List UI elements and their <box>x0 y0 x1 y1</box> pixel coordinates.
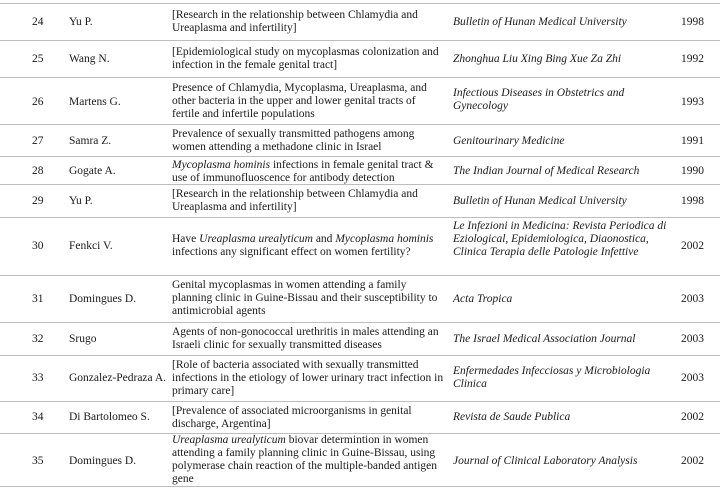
journal: Journal of Clinical Laboratory Analysis <box>453 455 638 467</box>
journal: The Israel Medical Association Journal <box>453 333 636 345</box>
table-row <box>0 355 720 402</box>
organism-name: Mycoplasma hominis <box>335 233 434 245</box>
article-title: Agents of non-gonococcal urethritis in males attending an Israeli clinic for sexually transmitted diseases <box>172 326 439 351</box>
author: Srugo <box>69 333 97 345</box>
article-title: [Research in the relationship between Chlamydia and Ureaplasma and infertility] <box>172 9 418 34</box>
year: 1990 <box>681 165 704 177</box>
article-title: [Epidemiological study on mycoplasmas colonization and infection in the female genital tract] <box>172 46 439 71</box>
year: 1998 <box>681 195 704 207</box>
journal: Zhonghua Liu Xing Bing Xue Za Zhi <box>453 53 622 65</box>
row-number: 28 <box>32 165 44 177</box>
row-number: 25 <box>32 53 44 65</box>
year: 1991 <box>681 135 704 147</box>
table-row <box>0 77 720 125</box>
year: 2003 <box>681 293 704 305</box>
author: Samra Z. <box>69 135 112 147</box>
author: Domingues D. <box>69 293 137 305</box>
organism-name: Mycoplasma hominis <box>172 159 271 171</box>
journal: Genitourinary Medicine <box>453 135 565 147</box>
table-row <box>0 3 720 41</box>
article-title: [Role of bacteria associated with sexually transmitted infections in the etiology of lower urinary tract infection in primary care] <box>172 359 444 397</box>
table-row <box>0 433 720 487</box>
author: Di Bartolomeo S. <box>69 411 150 423</box>
row-number: 27 <box>32 135 44 147</box>
author: Martens G. <box>69 96 121 108</box>
row-number: 26 <box>32 96 44 108</box>
year: 1998 <box>681 16 704 28</box>
article-title: [Research in the relationship between Chlamydia and Ureaplasma and infertility] <box>172 188 418 213</box>
table-row <box>0 184 720 218</box>
row-number: 33 <box>32 372 44 384</box>
table-row <box>0 275 720 323</box>
journal: Bulletin of Hunan Medical University <box>453 195 627 207</box>
row-number: 24 <box>32 16 44 28</box>
article-title: Prevalence of sexually transmitted pathogens among women attending a methadone clinic in Israel <box>172 128 415 153</box>
author: Gonzalez-Pedraza A. <box>69 372 167 384</box>
journal: The Indian Journal of Medical Research <box>453 165 640 177</box>
year: 2002 <box>681 411 704 423</box>
row-number: 32 <box>32 333 44 345</box>
title-text: infections any significant effect on women fertility? <box>172 246 411 258</box>
journal: Acta Tropica <box>453 293 513 305</box>
table-row <box>0 322 720 356</box>
table-row <box>0 401 720 434</box>
year: 2003 <box>681 333 704 345</box>
title-text: and <box>312 233 336 245</box>
table-row <box>0 124 720 157</box>
year: 1993 <box>681 96 704 108</box>
article-title: [Prevalence of associated microorganisms in genital discharge, Argentina] <box>172 405 412 430</box>
author: Wang N. <box>69 53 110 65</box>
year: 1992 <box>681 53 704 65</box>
row-number: 35 <box>32 455 44 467</box>
author: Fenkci V. <box>69 240 113 252</box>
organism-name: Ureaplasma urealyticum <box>172 434 286 446</box>
table-row <box>0 217 720 276</box>
row-number: 31 <box>32 293 44 305</box>
author: Yu P. <box>69 16 93 28</box>
journal: Bulletin of Hunan Medical University <box>453 16 627 28</box>
table-row <box>0 40 720 78</box>
organism-name: Ureaplasma urealyticum <box>199 233 313 245</box>
title-text: infections in female genital tract & use of immunofluoscence for antibody detection <box>172 159 434 184</box>
author: Yu P. <box>69 195 93 207</box>
row-number: 29 <box>32 195 44 207</box>
year: 2003 <box>681 372 704 384</box>
year: 2002 <box>681 455 704 467</box>
row-number: 34 <box>32 411 44 423</box>
journal: Revista de Saude Publica <box>453 411 571 423</box>
journal: Enfermedades Infecciosas y Microbiologia Clinica <box>453 365 651 390</box>
author: Gogate A. <box>69 165 116 177</box>
year: 2002 <box>681 240 704 252</box>
article-title: Genital mycoplasmas in women attending a family planning clinic in Guine-Bissau and their susceptibility to antimicrobial agents <box>172 279 438 317</box>
title-text: Have <box>172 233 200 245</box>
journal: Le Infezioni in Medicina: Revista Periodica di Eziological, Epidemiologica, Diaonostica, Clinica Terapia delle Patologie Infettive <box>453 220 667 258</box>
title-text: biovar determintion in women attending a family planning clinic in Guine-Bissau, using polymerase chain reaction of the multiple-banded antigen gene <box>172 434 438 485</box>
article-title: Presence of Chlamydia, Mycoplasma, Ureaplasma, and other bacteria in the upper and lower genital tracts of fertile and infertile populations <box>172 82 427 120</box>
article-title <box>172 434 444 486</box>
article-title <box>172 233 444 259</box>
table-row <box>0 156 720 185</box>
row-number: 30 <box>32 240 44 252</box>
article-title <box>172 159 444 185</box>
journal: Infectious Diseases in Obstetrics and Gynecology <box>453 87 625 112</box>
author: Domingues D. <box>69 455 137 467</box>
